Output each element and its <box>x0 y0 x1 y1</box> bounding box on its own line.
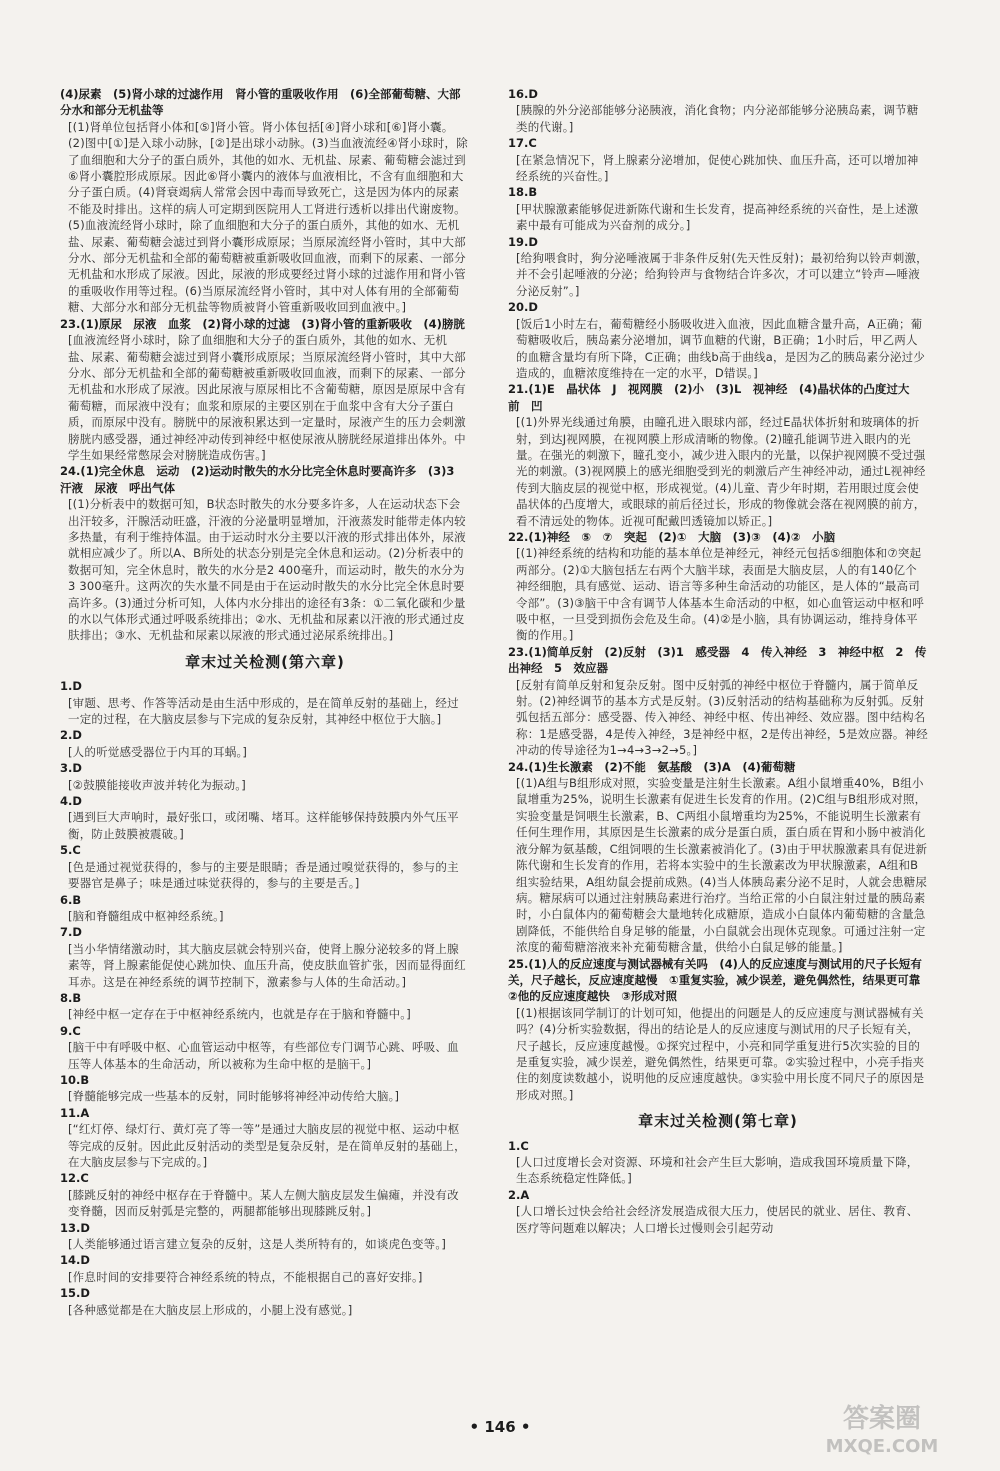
explanation-text: [(1)神经系统的结构和功能的基本单位是神经元，神经元包括⑤细胞体和⑦突起两部分。(2)①大脑包括左右两个大脑半球，表面是大脑皮层，人的有140亿个神经细胞，具有感觉、运动、语言等多种生命活动的功能区，是人体的“最高司令部”。(3)③脑干中含有调节人体基本生命活动的中枢，如心血管运动中枢和呼吸中枢，一旦受到损伤会危及生命。(4)②是小脑，具有协调运动，维持身体平衡的作用。] <box>516 546 924 643</box>
answer-text: 8.B <box>60 990 82 1005</box>
answer-text: 25.(1)人的反应速度与测试器械有关吗 (4)人的反应速度与测试用的尺子长短有关，尺子越长，反应速度越慢 ①重复实验，减少误差，避免偶然性，结果更可靠 ②他的反应速度越快 ③形成对照 <box>508 956 932 1004</box>
section-heading-chapter-6: 章末过关检测(第六章) <box>185 652 345 671</box>
right-column <box>508 86 932 1236</box>
answer-item <box>508 759 928 956</box>
answer-text: 15.D <box>60 1286 90 1301</box>
page-number: • 146 • <box>469 1418 531 1436</box>
chapter6-answer-item <box>60 1252 470 1285</box>
chapter6-answer-item <box>60 1105 470 1171</box>
answer-text: 21.(1)E 晶状体 J 视网膜 (2)小 (3)L 视神经 (4)晶状体的凸度过大 前 凹 <box>508 382 921 413</box>
explanation-text: [饭后1小时左右，葡萄糖经小肠吸收进入血液，因此血糖含量升高，A正确；葡萄糖吸收后，胰岛素分泌增加，调节血糖的代谢，B正确；1小时后，甲乙两人的血糖含量均有所下降，C正确；曲线b高于曲线a，是因为乙的胰岛素分泌过少造成的，血糖浓度维持在一定的水平，D错误。] <box>516 316 926 380</box>
answer-text: 24.(1)完全休息 运动 (2)运动时散失的水分比完全休息时要高许多 (3)3 汗液 尿液 呼出气体 <box>60 464 466 495</box>
left-column <box>60 86 470 1318</box>
answer-text: 1.C <box>508 1138 529 1153</box>
explanation-text: [膝跳反射的神经中枢存在于脊髓中。某人左侧大脑皮层发生偏瘫，并没有改变脊髓，因而反射弧是完整的，两腿都能够出现膝跳反射。] <box>68 1187 459 1219</box>
chapter6-answer-item <box>60 760 470 793</box>
explanation-text: [当小华情绪激动时，其大脑皮层就会特别兴奋，使肾上腺分泌较多的肾上腺素等，肾上腺素能促使心跳加快、血压升高，使皮肤血管扩张，因而显得面红耳赤。这是在神经系统的调节控制下，激素参与人体的生命活动。] <box>68 941 466 989</box>
explanation-text: [审题、思考、作答等活动是由生活中形成的，是在简单反射的基础上，经过一定的过程，在大脑皮层参与下完成的复杂反射，其神经中枢位于大脑。] <box>68 695 459 727</box>
explanation-text: [脑干中有呼吸中枢、心血管运动中枢等，有些部位专门调节心跳、呼吸、血压等人体基本的生命活动，所以被称为生命中枢的是脑干。] <box>68 1040 459 1071</box>
explanation-text: [作息时间的安排要符合神经系统的特点，不能根据自己的喜好安排。] <box>68 1269 423 1284</box>
explanation-text: [人口增长过快会给社会经济发展造成很大压力，使居民的就业、居住、教育、医疗等问题难以解决；人口增长过慢则会引起劳动 <box>516 1204 919 1235</box>
chapter6-answer-item <box>60 924 470 990</box>
answer-text: 20.D <box>508 300 538 315</box>
explanation-text: [在紧急情况下，肾上腺素分泌增加，促使心跳加快、血压升高，还可以增加神经系统的兴奋性。] <box>516 152 919 184</box>
answer-text: 4.D <box>60 794 82 809</box>
answer-item <box>508 381 928 529</box>
explanation-text: [遇到巨大声响时，最好张口，或闭嘴、堵耳。这样能够保持鼓膜内外气压平衡，防止鼓膜被震破。] <box>68 810 459 841</box>
answer-text: 2.D <box>60 728 82 743</box>
watermark-logo <box>782 1397 982 1459</box>
explanation-text: [胰腺的外分泌部能够分泌胰液，消化食物；内分泌部能够分泌胰岛素，调节糖类的代谢。] <box>516 103 919 134</box>
answer-text: 19.D <box>508 234 538 249</box>
explanation-text: [(1)分析表中的数据可知，B状态时散失的水分要多许多，人在运动状态下会出汗较多，汗腺活动旺盛，汗液的分泌量明显增加，汗液蒸发时能带走体内较多热量，有利于维持体温。由于运动时水分主要以汗液的形式排出体外，尿液就相应减少了。所以A、B所处的状态分别是完全休息和运动。(2)分析表中的数据可知，完全休息时，散失的水分是2 400毫升，而运动时，散失的水分为3 300毫升。这两次的失水量不同是由于在运动时散失的水分比完全休息时要高许多。(3)通过分析可知，人体内水分排出的途径有3条：①二氧化碳和少量的水以气体形式通过呼吸系统排出；②水、无机盐和尿素以汗液的形式通过皮肤排出；③水、无机盐和尿素以尿液的形式通过泌尿系统排出。] <box>68 497 466 643</box>
answer-text: 10.B <box>60 1072 90 1087</box>
answer-text: 17.C <box>508 136 537 151</box>
explanation-text: [(1)肾单位包括肾小体和[⑤]肾小管。肾小体包括[④]肾小球和[⑥]肾小囊。(2)图中[①]是入球小动脉，[②]是出球小动脉。(3)当血液流经④肾小球时，除了血细胞和大分子的蛋白质外，其他的如水、无机盐、尿素、葡萄糖会滤过到⑥肾小囊腔形成原尿。因此⑥肾小囊内的液体与血液相比，不含有血细胞和大分子蛋白质。(4)肾衰竭病人常常会因中毒而导致死亡，这是因为体内的尿素不能及时排出。这样的病人可定期到医院用人工肾进行透析以排出代谢废物。(5)血液流经肾小球时，除了血细胞和大分子的蛋白质外，其他的如水、无机盐、尿素、葡萄糖会滤过到肾小囊形成原尿；当原尿流经肾小管时，其中大部分水、部分无机盐和全部的葡萄糖被重新吸收回血液，而剩下的尿素、一部分无机盐和水形成了尿液。因此，尿液的形成要经过肾小球的过滤作用和肾小管的重吸收作用等过程。(6)当原尿流经肾小管时，其中对人体有用的全部葡萄糖、大部分水和部分无机盐等物质被肾小管重新吸收回到血液中。] <box>68 119 468 315</box>
answer-item-23 <box>60 316 470 464</box>
answer-item <box>508 184 928 233</box>
answer-text: 23.(1)简单反射 (2)反射 (3)1 感受器 4 传入神经 3 神经中枢 2 传出神经 5 效应器 <box>508 644 927 676</box>
answer-text: 24.(1)生长激素 (2)不能 氨基酸 (3)A (4)葡萄糖 <box>508 759 796 774</box>
answer-item <box>508 299 928 381</box>
chapter6-answer-item <box>60 892 470 925</box>
answer-item <box>508 644 928 759</box>
explanation-text: [人口过度增长会对资源、环境和社会产生巨大影响，造成我国环境质量下降，生态系统稳定性降低。] <box>516 1155 919 1186</box>
answer-item <box>508 234 928 300</box>
explanation-text: [各种感觉都是在大脑皮层上形成的，小腿上没有感觉。] <box>68 1302 353 1317</box>
answer-text: 22.(1)神经 ⑤ ⑦ 突起 (2)① 大脑 (3)③ (4)② 小脑 <box>508 529 836 544</box>
svg-text:答案圈: 答案圈 <box>842 1404 922 1434</box>
explanation-text: [神经中枢一定存在于中枢神经系统内，也就是存在于脑和脊髓中。] <box>68 1007 411 1022</box>
chapter-6-answers <box>60 678 470 1318</box>
explanation-text: [血液流经肾小球时，除了血细胞和大分子的蛋白质外，其他的如水、无机盐、尿素、葡萄糖会滤过到肾小囊形成原尿；当原尿流经肾小管时，其中大部分水、部分无机盐和全部的葡萄糖被重新吸收回血液，而剩下的尿素、一部分无机盐和水形成了尿液。因此尿液与原尿相比不含葡萄糖，原因是原尿中含有葡萄糖，而尿液中没有；血浆和原尿的主要区别在于血浆中含有大分子蛋白质，而原尿中没有。膀胱中的尿液积累达到一定量时，尿液产生的压力会刺激膀胱内感受器，通过神经冲动传到神经中枢使尿液从膀胱经尿道排出体外。中学生如果经常憋尿会对膀胱造成伤害。] <box>68 333 466 462</box>
right-column-answers <box>508 86 932 1103</box>
explanation-text: [②鼓膜能接收声波并转化为振动。] <box>68 777 246 792</box>
chapter6-answer-item <box>60 1072 470 1105</box>
explanation-text: [人的听觉感受器位于内耳的耳蜗。] <box>68 744 248 759</box>
explanation-text: [反射有简单反射和复杂反射。图中反射弧的神经中枢位于脊髓内，属于简单反射。(2)神经调节的基本方式是反射。(3)反射活动的结构基础称为反射弧。反射弧包括五部分：感受器、传入神经、神经中枢、传出神经、效应器。图中结构名称：1是感受器，4是传入神经，3是神经中枢，2是传出神经，5是效应器。神经冲动的传导途径为1→4→3→2→5。] <box>516 677 928 758</box>
chapter6-answer-item <box>60 842 470 891</box>
chapter6-answer-item <box>60 1170 470 1219</box>
svg-text:MXQE.COM: MXQE.COM <box>825 1436 939 1457</box>
section-heading-chapter-7: 章末过关检测(第七章) <box>638 1112 798 1131</box>
explanation-text: [人类能够通过语言建立复杂的反射，这是人类所特有的，如谈虎色变等。] <box>68 1237 447 1252</box>
answer-text: 13.D <box>60 1220 90 1235</box>
answer-item <box>508 86 928 135</box>
answer-text: 18.B <box>508 185 538 200</box>
answer-text: 7.D <box>60 925 82 940</box>
explanation-text: [脑和脊髓组成中枢神经系统。] <box>68 908 224 923</box>
answer-text: 6.B <box>60 892 82 907</box>
explanation-text: [给狗喂食时，狗分泌唾液属于非条件反射(先天性反射)；最初给狗以铃声刺激，并不会引起唾液的分泌；给狗铃声与食物结合许多次，才可以建立“铃声—唾液分泌反射”。] <box>516 251 928 298</box>
answer-item-24 <box>60 463 470 643</box>
explanation-text: [色是通过视觉获得的，参与的主要是眼睛；香是通过嗅觉获得的，参与的主要器官是鼻子；味是通过味觉获得的，参与的主要是舌。] <box>68 859 459 891</box>
answer-text: 1.D <box>60 679 82 694</box>
answer-text: 16.D <box>508 87 538 101</box>
chapter7-answer-item <box>508 1138 928 1187</box>
explanation-text: [脊髓能够完成一些基本的反射，同时能够将神经冲动传给大脑。] <box>68 1089 400 1104</box>
answer-text: 11.A <box>60 1105 90 1120</box>
answer-text: 9.C <box>60 1023 81 1038</box>
answer-text: 14.D <box>60 1253 90 1268</box>
answer-item-22-cont <box>60 86 470 316</box>
chapter6-answer-item <box>60 1023 470 1072</box>
chapter6-answer-item <box>60 1285 470 1318</box>
explanation-text: [甲状腺激素能够促进新陈代谢和生长发育，提高神经系统的兴奋性，是上述激素中最有可能成为兴奋剂的成分。] <box>516 201 919 233</box>
chapter6-answer-item <box>60 990 470 1023</box>
chapter6-answer-item <box>60 727 470 760</box>
chapter-7-answers <box>508 1138 928 1236</box>
explanation-text: [(1)根据该同学制订的计划可知，他提出的问题是人的反应速度与测试器械有关吗？(4)分析实验数据，得出的结论是人的反应速度与测试用的尺子长短有关，尺子越长，反应速度越慢。①探究过程中，小亮和同学重复进行5次实验的目的是重复实验，减少误差，避免偶然性，结果更可靠。②实验过程中，小亮手指夹住的刻度读数越小，说明他的反应速度越快。③实验中用长度不同尺子的原因是形成对照。] <box>516 1005 925 1102</box>
answer-text: (4)尿素 (5)肾小球的过滤作用 肾小管的重吸收作用 (6)全部葡萄糖、大部分水和部分无机盐等 <box>60 87 461 118</box>
explanation-text: [“红灯停、绿灯行、黄灯亮了等一等”是通过大脑皮层的视觉中枢、运动中枢等完成的反射。因此此反射活动的类型是复杂反射，是在简单反射的基础上，在大脑皮层参与下完成的。] <box>68 1122 466 1169</box>
chapter6-answer-item <box>60 1220 470 1253</box>
answer-text: 5.C <box>60 843 81 858</box>
chapter6-answer-item <box>60 678 470 727</box>
explanation-text: [(1)A组与B组形成对照，实验变量是注射生长激素。A组小鼠增重40%，B组小鼠增重为25%，说明生长激素有促进生长发育的作用。(2)C组与B组形成对照，实验变量是饲喂生长激素，B、C两组小鼠增重均为25%，不能说明生长激素有任何生理作用，其原因是生长激素的成分是蛋白质，蛋白质在胃和小肠中被消化液分解为氨基酸，C组饲喂的生长激素被消化了。(3)由于甲状腺激素具有促进新陈代谢和生长发育的作用，若将本实验中的生长激素改为甲状腺激素，A组和B组实验结果，A组幼鼠会提前成熟。(4)当人体胰岛素分泌不足时，人就会患糖尿病。糖尿病可以通过注射胰岛素进行治疗。当给正常的小白鼠注射过量的胰岛素时，小白鼠体内的葡萄糖会大量地转化成糖原，造成小白鼠体内葡萄糖的含量急剧降低，不能供给自身足够的能量，小白鼠就会出现休克现象。可通过注射一定浓度的葡萄糖溶液来补充葡萄糖含量，供给小白鼠足够的能量。] <box>516 776 928 955</box>
answer-item <box>508 956 932 1104</box>
answer-item <box>508 135 928 184</box>
answer-text: 3.D <box>60 761 82 776</box>
answer-item <box>508 529 928 644</box>
explanation-text: [(1)外界光线通过角膜，由瞳孔进入眼球内部，经过E晶状体折射和玻璃体的折射，到达J视网膜，在视网膜上形成清晰的物像。(2)瞳孔能调节进入眼内的光量。在强光的刺激下，瞳孔变小，减少进入眼内的光量，以保护视网膜不受过强光的刺激。(3)视网膜上的感光细胞受到光的刺激后产生神经冲动，通过L视神经传到大脑皮层的视觉中枢，形成视觉。(4)儿童、青少年时期，若用眼过度会使晶状体的凸度增大，或眼球的前后径过长，形成的物像就会落在视网膜的前方，看不清远处的物体。近视可配戴凹透镜加以矫正。] <box>516 415 926 528</box>
answer-text: 2.A <box>508 1187 530 1202</box>
answer-text: 12.C <box>60 1171 89 1186</box>
chapter7-answer-item <box>508 1187 928 1236</box>
chapter6-answer-item <box>60 793 470 842</box>
answer-text: 23.(1)原尿 尿液 血浆 (2)肾小球的过滤 (3)肾小管的重新吸收 (4)膀胱 <box>60 316 465 331</box>
